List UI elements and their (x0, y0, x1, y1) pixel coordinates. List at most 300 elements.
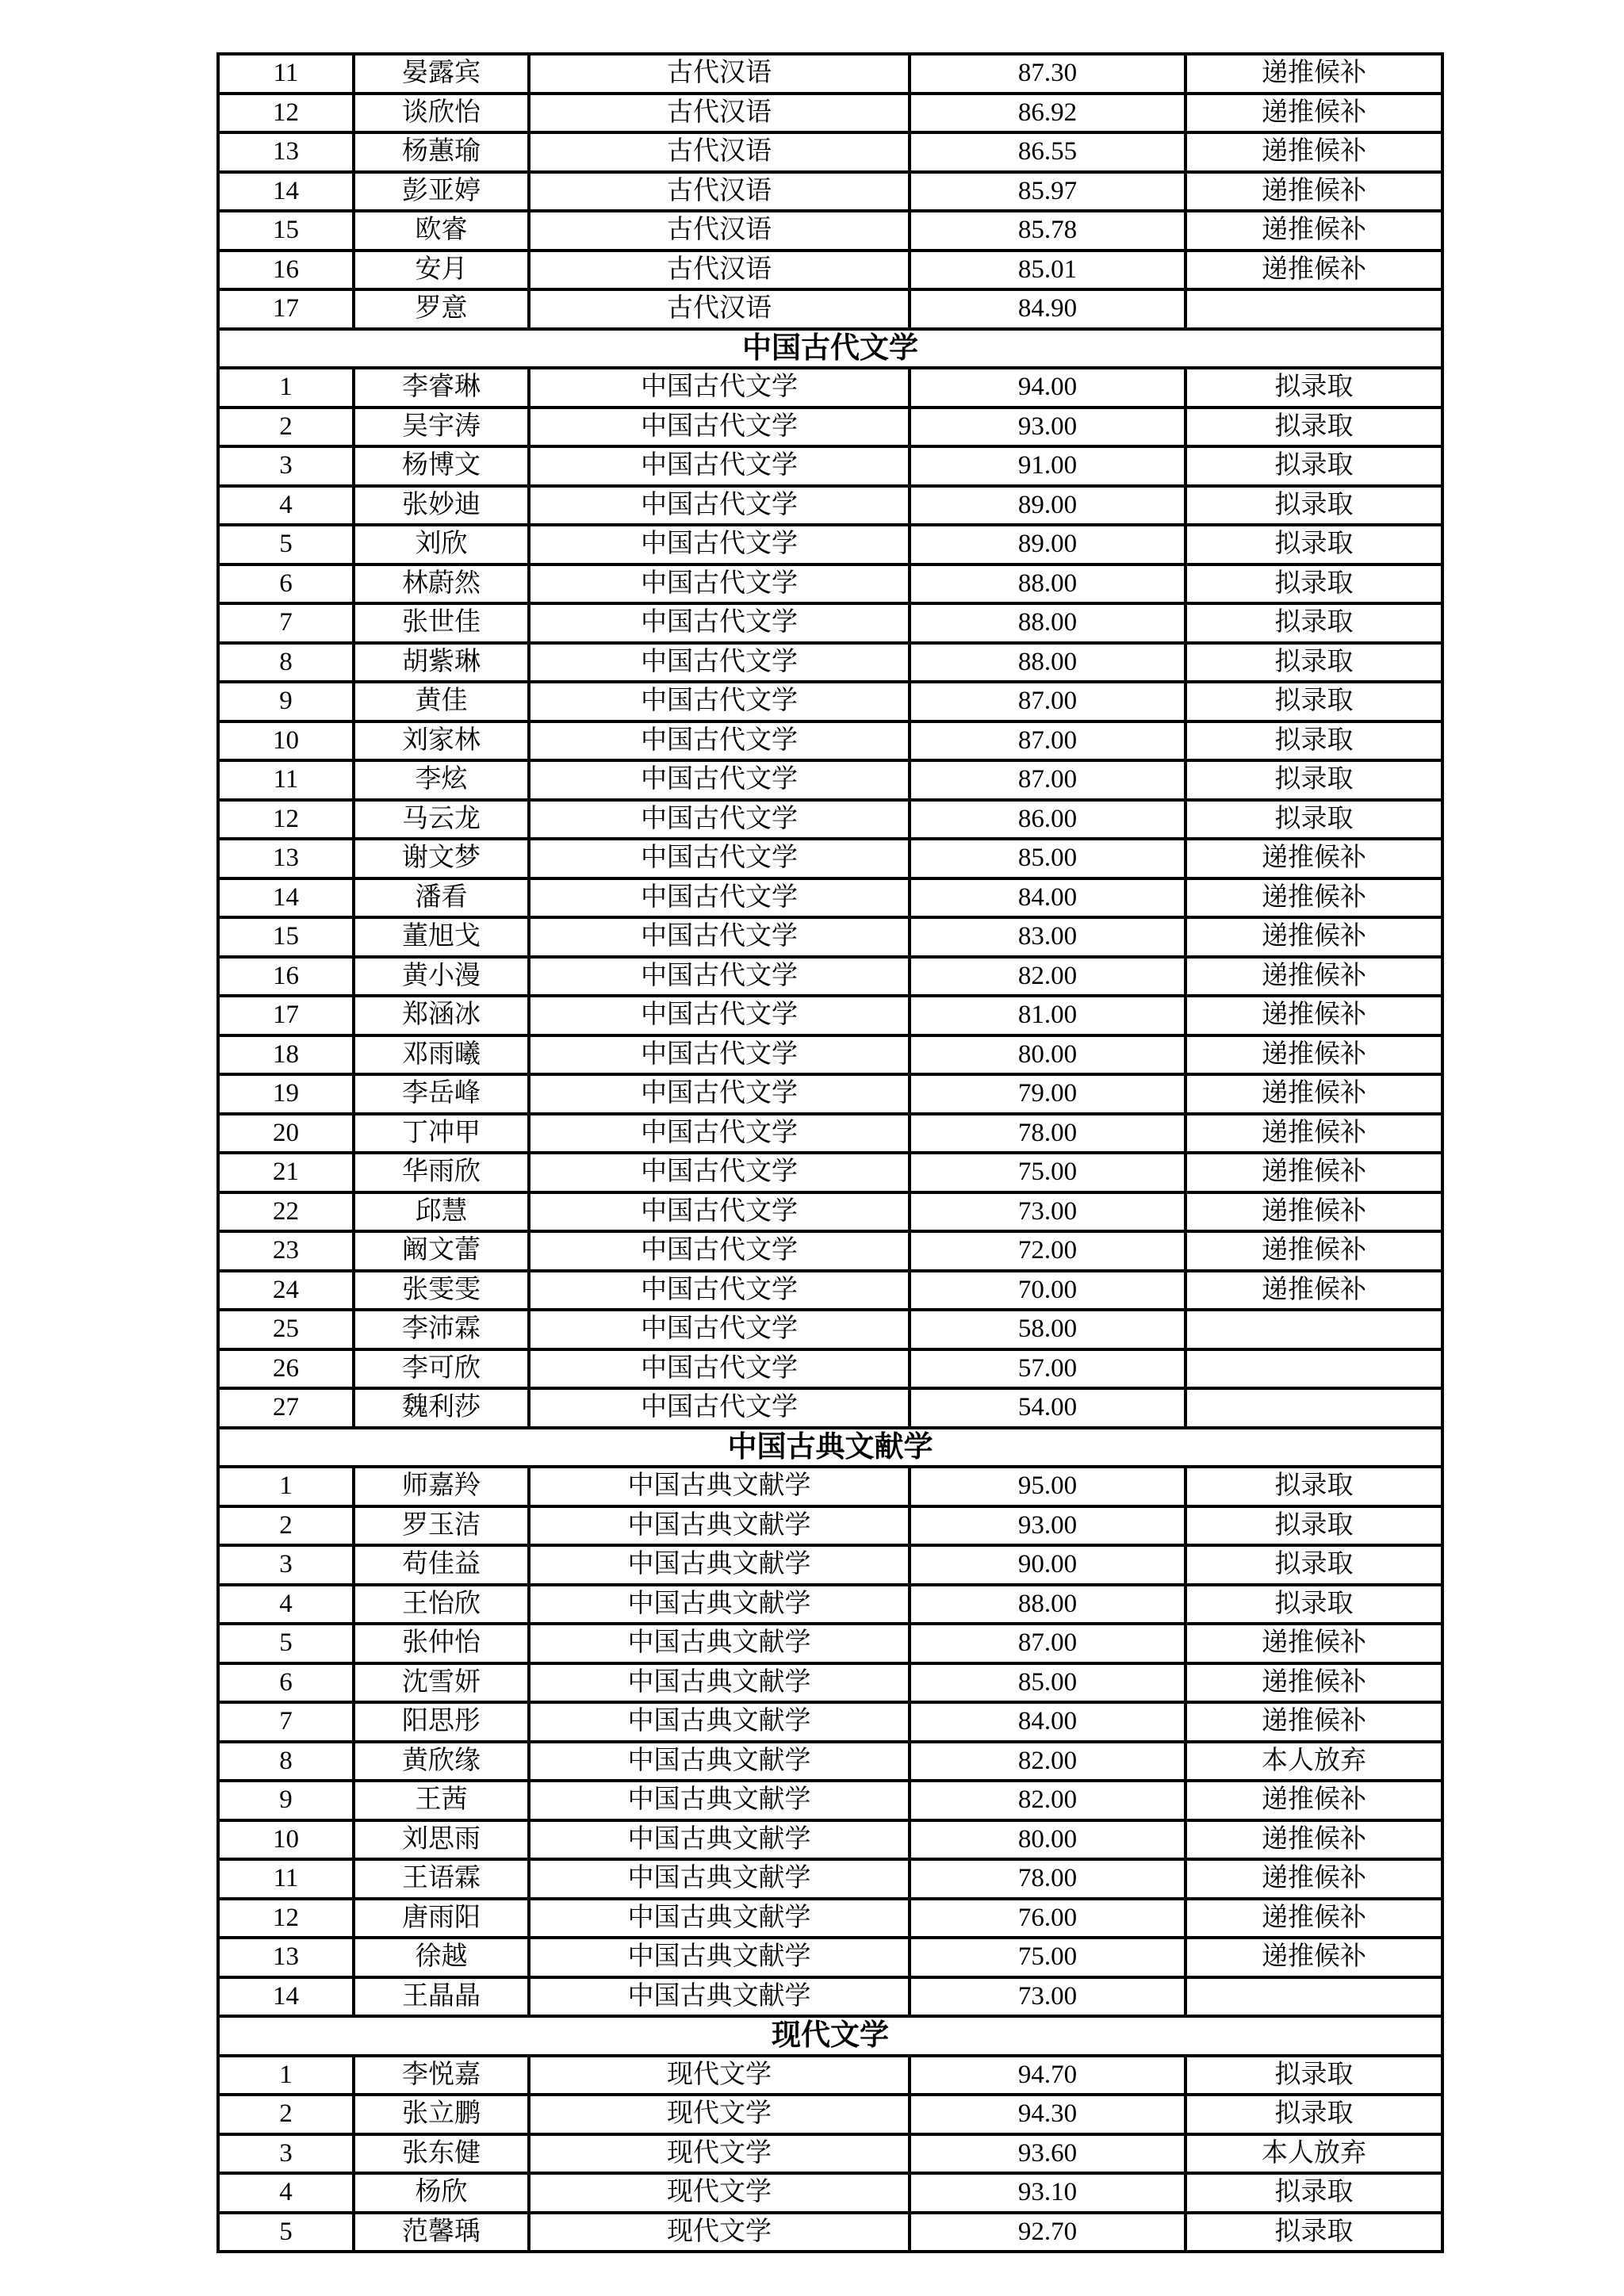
cell-name: 彭亚婷 (354, 172, 529, 212)
cell-name: 杨蕙瑜 (354, 132, 529, 172)
cell-no: 3 (218, 446, 354, 486)
cell-major: 中国古代文学 (529, 1388, 910, 1428)
cell-score: 87.00 (910, 1624, 1185, 1663)
table-body (218, 54, 1442, 2252)
section-header-row (218, 2016, 1442, 2056)
cell-status: 拟录取 (1185, 368, 1442, 408)
cell-score: 70.00 (910, 1271, 1185, 1311)
cell-major: 中国古代文学 (529, 1114, 910, 1154)
cell-major: 中国古典文献学 (529, 1506, 910, 1546)
cell-name: 杨欣 (354, 2173, 529, 2213)
table-row (218, 289, 1442, 329)
cell-no: 7 (218, 603, 354, 643)
cell-no: 5 (218, 525, 354, 564)
cell-no: 5 (218, 2213, 354, 2252)
admission-results-table (216, 52, 1444, 2253)
table-row (218, 1114, 1442, 1154)
cell-name: 王茜 (354, 1781, 529, 1820)
cell-name: 沈雪妍 (354, 1663, 529, 1703)
cell-status: 拟录取 (1185, 2095, 1442, 2134)
cell-status (1185, 1310, 1442, 1349)
cell-no: 13 (218, 1938, 354, 1977)
cell-status: 拟录取 (1185, 564, 1442, 604)
table-row (218, 251, 1442, 290)
cell-major: 古代汉语 (529, 94, 910, 133)
cell-score: 54.00 (910, 1388, 1185, 1428)
cell-score: 79.00 (910, 1074, 1185, 1114)
cell-major: 中国古典文献学 (529, 1742, 910, 1781)
table-row (218, 603, 1442, 643)
cell-status: 递推候补 (1185, 1624, 1442, 1663)
cell-score: 78.00 (910, 1859, 1185, 1899)
cell-name: 谢文梦 (354, 839, 529, 878)
table-row (218, 1663, 1442, 1703)
table-row (218, 839, 1442, 878)
cell-no: 17 (218, 289, 354, 329)
cell-name: 刘欣 (354, 525, 529, 564)
cell-status: 递推候补 (1185, 1192, 1442, 1232)
table-row (218, 1388, 1442, 1428)
cell-no: 16 (218, 957, 354, 997)
cell-major: 古代汉语 (529, 172, 910, 212)
table-row (218, 721, 1442, 761)
cell-major: 中国古代文学 (529, 721, 910, 761)
cell-score: 92.70 (910, 2213, 1185, 2252)
cell-major: 中国古典文献学 (529, 1781, 910, 1820)
cell-no: 18 (218, 1035, 354, 1075)
cell-no: 25 (218, 1310, 354, 1349)
cell-no: 7 (218, 1702, 354, 1742)
cell-name: 黄欣缘 (354, 1742, 529, 1781)
table-row (218, 1624, 1442, 1663)
cell-major: 现代文学 (529, 2056, 910, 2095)
cell-major: 中国古代文学 (529, 1074, 910, 1114)
cell-name: 胡紫琳 (354, 643, 529, 683)
cell-name: 马云龙 (354, 800, 529, 840)
cell-score: 82.00 (910, 1781, 1185, 1820)
table-row (218, 2095, 1442, 2134)
cell-no: 27 (218, 1388, 354, 1428)
cell-no: 19 (218, 1074, 354, 1114)
cell-status: 递推候补 (1185, 1820, 1442, 1860)
cell-score: 72.00 (910, 1231, 1185, 1271)
cell-no: 13 (218, 132, 354, 172)
table-row (218, 564, 1442, 604)
cell-score: 57.00 (910, 1349, 1185, 1389)
cell-status: 递推候补 (1185, 1702, 1442, 1742)
cell-status: 拟录取 (1185, 682, 1442, 721)
table-row (218, 1702, 1442, 1742)
cell-score: 94.00 (910, 368, 1185, 408)
cell-name: 黄佳 (354, 682, 529, 721)
cell-score: 80.00 (910, 1035, 1185, 1075)
cell-no: 1 (218, 368, 354, 408)
table-row (218, 1859, 1442, 1899)
cell-major: 中国古典文献学 (529, 1977, 910, 2017)
cell-score: 93.60 (910, 2134, 1185, 2174)
cell-name: 李悦嘉 (354, 2056, 529, 2095)
cell-score: 89.00 (910, 525, 1185, 564)
cell-score: 81.00 (910, 996, 1185, 1035)
table-row (218, 682, 1442, 721)
cell-score: 58.00 (910, 1310, 1185, 1349)
cell-no: 6 (218, 1663, 354, 1703)
cell-score: 86.00 (910, 800, 1185, 840)
cell-no: 4 (218, 1585, 354, 1624)
cell-name: 安月 (354, 251, 529, 290)
cell-no: 15 (218, 211, 354, 251)
cell-major: 中国古代文学 (529, 525, 910, 564)
cell-name: 张世佳 (354, 603, 529, 643)
cell-major: 中国古代文学 (529, 1310, 910, 1349)
cell-status: 递推候补 (1185, 251, 1442, 290)
table-row (218, 1938, 1442, 1977)
cell-status: 递推候补 (1185, 996, 1442, 1035)
cell-name: 杨博文 (354, 446, 529, 486)
cell-score: 82.00 (910, 1742, 1185, 1781)
cell-name: 刘思雨 (354, 1820, 529, 1860)
cell-score: 94.70 (910, 2056, 1185, 2095)
cell-score: 85.01 (910, 251, 1185, 290)
cell-no: 11 (218, 760, 354, 800)
section-header-row (218, 1428, 1442, 1468)
cell-major: 中国古典文献学 (529, 1624, 910, 1663)
cell-major: 中国古代文学 (529, 878, 910, 918)
cell-major: 古代汉语 (529, 251, 910, 290)
cell-score: 75.00 (910, 1938, 1185, 1977)
cell-no: 6 (218, 564, 354, 604)
table-row (218, 525, 1442, 564)
cell-no: 14 (218, 172, 354, 212)
cell-name: 王语霖 (354, 1859, 529, 1899)
cell-score: 85.78 (910, 211, 1185, 251)
cell-name: 李可欣 (354, 1349, 529, 1389)
cell-major: 中国古代文学 (529, 760, 910, 800)
cell-major: 中国古代文学 (529, 682, 910, 721)
table-row (218, 760, 1442, 800)
cell-no: 3 (218, 2134, 354, 2174)
cell-score: 93.00 (910, 408, 1185, 447)
cell-status: 递推候补 (1185, 839, 1442, 878)
cell-status: 拟录取 (1185, 760, 1442, 800)
cell-score: 78.00 (910, 1114, 1185, 1154)
cell-name: 魏利莎 (354, 1388, 529, 1428)
table-row (218, 1349, 1442, 1389)
cell-name: 师嘉羚 (354, 1467, 529, 1506)
table-row (218, 1467, 1442, 1506)
cell-major: 中国古典文献学 (529, 1859, 910, 1899)
cell-no: 14 (218, 1977, 354, 2017)
cell-score: 80.00 (910, 1820, 1185, 1860)
cell-name: 张仲怡 (354, 1624, 529, 1663)
cell-score: 86.55 (910, 132, 1185, 172)
admission-results-sheet (216, 52, 1444, 2253)
cell-no: 12 (218, 1899, 354, 1938)
cell-major: 中国古典文献学 (529, 1467, 910, 1506)
cell-no: 23 (218, 1231, 354, 1271)
cell-name: 阚文蕾 (354, 1231, 529, 1271)
cell-status: 本人放弃 (1185, 2134, 1442, 2174)
cell-no: 2 (218, 1506, 354, 1546)
cell-major: 中国古代文学 (529, 839, 910, 878)
cell-no: 3 (218, 1545, 354, 1585)
cell-name: 林蔚然 (354, 564, 529, 604)
cell-status (1185, 1349, 1442, 1389)
table-row (218, 1231, 1442, 1271)
cell-score: 88.00 (910, 643, 1185, 683)
cell-no: 14 (218, 878, 354, 918)
table-row (218, 2056, 1442, 2095)
cell-no: 4 (218, 486, 354, 526)
cell-major: 中国古代文学 (529, 564, 910, 604)
cell-status: 递推候补 (1185, 1153, 1442, 1192)
cell-no: 5 (218, 1624, 354, 1663)
cell-major: 中国古典文献学 (529, 1545, 910, 1585)
cell-name: 董旭戈 (354, 917, 529, 957)
cell-no: 2 (218, 408, 354, 447)
cell-name: 李沛霖 (354, 1310, 529, 1349)
cell-major: 中国古代文学 (529, 1231, 910, 1271)
cell-status: 递推候补 (1185, 132, 1442, 172)
cell-status: 拟录取 (1185, 1545, 1442, 1585)
cell-status: 拟录取 (1185, 1585, 1442, 1624)
cell-name: 吴宇涛 (354, 408, 529, 447)
cell-status: 拟录取 (1185, 643, 1442, 683)
cell-no: 11 (218, 1859, 354, 1899)
cell-score: 89.00 (910, 486, 1185, 526)
cell-no: 26 (218, 1349, 354, 1389)
cell-score: 88.00 (910, 603, 1185, 643)
cell-name: 苟佳益 (354, 1545, 529, 1585)
cell-status: 拟录取 (1185, 1467, 1442, 1506)
cell-no: 10 (218, 1820, 354, 1860)
cell-score: 93.10 (910, 2173, 1185, 2213)
cell-status: 递推候补 (1185, 1899, 1442, 1938)
cell-status: 递推候补 (1185, 1074, 1442, 1114)
cell-score: 88.00 (910, 1585, 1185, 1624)
table-row (218, 486, 1442, 526)
cell-status: 拟录取 (1185, 486, 1442, 526)
cell-name: 晏露宾 (354, 54, 529, 94)
cell-score: 73.00 (910, 1192, 1185, 1232)
table-row (218, 1192, 1442, 1232)
cell-score: 84.00 (910, 878, 1185, 918)
cell-score: 85.00 (910, 1663, 1185, 1703)
cell-major: 中国古代文学 (529, 800, 910, 840)
cell-major: 中国古代文学 (529, 1271, 910, 1311)
cell-score: 93.00 (910, 1506, 1185, 1546)
cell-score: 87.30 (910, 54, 1185, 94)
cell-name: 罗玉洁 (354, 1506, 529, 1546)
cell-major: 中国古代文学 (529, 408, 910, 447)
cell-major: 中国古代文学 (529, 446, 910, 486)
cell-name: 邱慧 (354, 1192, 529, 1232)
cell-status: 递推候补 (1185, 1663, 1442, 1703)
cell-status: 递推候补 (1185, 917, 1442, 957)
table-row (218, 132, 1442, 172)
table-row (218, 1271, 1442, 1311)
cell-status: 递推候补 (1185, 1938, 1442, 1977)
cell-status: 递推候补 (1185, 94, 1442, 133)
cell-name: 潘看 (354, 878, 529, 918)
cell-score: 94.30 (910, 2095, 1185, 2134)
cell-major: 中国古典文献学 (529, 1938, 910, 1977)
cell-no: 10 (218, 721, 354, 761)
cell-status: 递推候补 (1185, 1231, 1442, 1271)
cell-major: 中国古典文献学 (529, 1899, 910, 1938)
cell-status: 拟录取 (1185, 2173, 1442, 2213)
cell-no: 12 (218, 94, 354, 133)
cell-no: 16 (218, 251, 354, 290)
cell-no: 9 (218, 682, 354, 721)
cell-major: 中国古代文学 (529, 1153, 910, 1192)
cell-major: 中国古典文献学 (529, 1820, 910, 1860)
cell-no: 2 (218, 2095, 354, 2134)
cell-status: 递推候补 (1185, 211, 1442, 251)
cell-score: 84.90 (910, 289, 1185, 329)
cell-major: 中国古典文献学 (529, 1702, 910, 1742)
table-row (218, 2213, 1442, 2252)
table-row (218, 878, 1442, 918)
table-row (218, 54, 1442, 94)
cell-name: 唐雨阳 (354, 1899, 529, 1938)
cell-score: 85.00 (910, 839, 1185, 878)
table-row (218, 1074, 1442, 1114)
cell-no: 4 (218, 2173, 354, 2213)
cell-no: 1 (218, 1467, 354, 1506)
table-row (218, 1977, 1442, 2017)
cell-status: 拟录取 (1185, 446, 1442, 486)
cell-major: 现代文学 (529, 2173, 910, 2213)
cell-name: 欧睿 (354, 211, 529, 251)
cell-status: 拟录取 (1185, 408, 1442, 447)
cell-major: 现代文学 (529, 2095, 910, 2134)
cell-name: 李岳峰 (354, 1074, 529, 1114)
cell-status: 拟录取 (1185, 2056, 1442, 2095)
section-header-row (218, 329, 1442, 369)
cell-no: 17 (218, 996, 354, 1035)
cell-score: 95.00 (910, 1467, 1185, 1506)
cell-score: 82.00 (910, 957, 1185, 997)
cell-major: 现代文学 (529, 2134, 910, 2174)
cell-name: 谈欣怡 (354, 94, 529, 133)
section-header: 中国古代文学 (218, 329, 1442, 369)
cell-major: 中国古代文学 (529, 996, 910, 1035)
cell-major: 中国古代文学 (529, 1349, 910, 1389)
cell-name: 张雯雯 (354, 1271, 529, 1311)
cell-status: 递推候补 (1185, 878, 1442, 918)
cell-score: 87.00 (910, 682, 1185, 721)
table-row (218, 172, 1442, 212)
cell-status: 拟录取 (1185, 721, 1442, 761)
cell-name: 李睿琳 (354, 368, 529, 408)
table-row (218, 800, 1442, 840)
cell-score: 87.00 (910, 721, 1185, 761)
cell-status: 递推候补 (1185, 1035, 1442, 1075)
cell-score: 84.00 (910, 1702, 1185, 1742)
cell-status (1185, 289, 1442, 329)
cell-status: 递推候补 (1185, 54, 1442, 94)
cell-status: 递推候补 (1185, 172, 1442, 212)
table-row (218, 2134, 1442, 2174)
cell-no: 13 (218, 839, 354, 878)
table-row (218, 1899, 1442, 1938)
section-header: 现代文学 (218, 2016, 1442, 2056)
cell-major: 中国古代文学 (529, 957, 910, 997)
cell-major: 中国古代文学 (529, 603, 910, 643)
cell-major: 中国古典文献学 (529, 1585, 910, 1624)
cell-score: 87.00 (910, 760, 1185, 800)
table-row (218, 957, 1442, 997)
cell-major: 古代汉语 (529, 54, 910, 94)
cell-name: 黄小漫 (354, 957, 529, 997)
cell-score: 76.00 (910, 1899, 1185, 1938)
table-row (218, 1506, 1442, 1546)
cell-no: 22 (218, 1192, 354, 1232)
section-header: 中国古典文献学 (218, 1428, 1442, 1468)
table-row (218, 2173, 1442, 2213)
cell-score: 73.00 (910, 1977, 1185, 2017)
cell-status: 拟录取 (1185, 603, 1442, 643)
cell-status: 拟录取 (1185, 1506, 1442, 1546)
cell-status (1185, 1977, 1442, 2017)
cell-name: 王怡欣 (354, 1585, 529, 1624)
table-row (218, 917, 1442, 957)
cell-no: 11 (218, 54, 354, 94)
cell-status: 拟录取 (1185, 800, 1442, 840)
cell-name: 郑涵冰 (354, 996, 529, 1035)
table-row (218, 1153, 1442, 1192)
cell-major: 中国古代文学 (529, 917, 910, 957)
table-row (218, 1742, 1442, 1781)
table-row (218, 1781, 1442, 1820)
cell-name: 刘家林 (354, 721, 529, 761)
cell-no: 1 (218, 2056, 354, 2095)
cell-score: 75.00 (910, 1153, 1185, 1192)
cell-no: 24 (218, 1271, 354, 1311)
cell-score: 90.00 (910, 1545, 1185, 1585)
table-row (218, 1545, 1442, 1585)
table-row (218, 1585, 1442, 1624)
cell-status: 递推候补 (1185, 957, 1442, 997)
cell-name: 张妙迪 (354, 486, 529, 526)
cell-name: 丁冲甲 (354, 1114, 529, 1154)
cell-score: 83.00 (910, 917, 1185, 957)
cell-major: 中国古代文学 (529, 1192, 910, 1232)
cell-name: 李炫 (354, 760, 529, 800)
table-row (218, 643, 1442, 683)
cell-status: 递推候补 (1185, 1781, 1442, 1820)
cell-status: 递推候补 (1185, 1114, 1442, 1154)
cell-major: 现代文学 (529, 2213, 910, 2252)
cell-no: 8 (218, 1742, 354, 1781)
cell-status: 递推候补 (1185, 1271, 1442, 1311)
cell-name: 华雨欣 (354, 1153, 529, 1192)
cell-major: 古代汉语 (529, 132, 910, 172)
cell-major: 中国古代文学 (529, 1035, 910, 1075)
cell-name: 徐越 (354, 1938, 529, 1977)
table-row (218, 94, 1442, 133)
cell-name: 王晶晶 (354, 1977, 529, 2017)
table-row (218, 211, 1442, 251)
cell-status (1185, 1388, 1442, 1428)
cell-status: 拟录取 (1185, 525, 1442, 564)
cell-no: 21 (218, 1153, 354, 1192)
cell-major: 中国古代文学 (529, 486, 910, 526)
cell-score: 86.92 (910, 94, 1185, 133)
cell-major: 中国古典文献学 (529, 1663, 910, 1703)
cell-status: 递推候补 (1185, 1859, 1442, 1899)
